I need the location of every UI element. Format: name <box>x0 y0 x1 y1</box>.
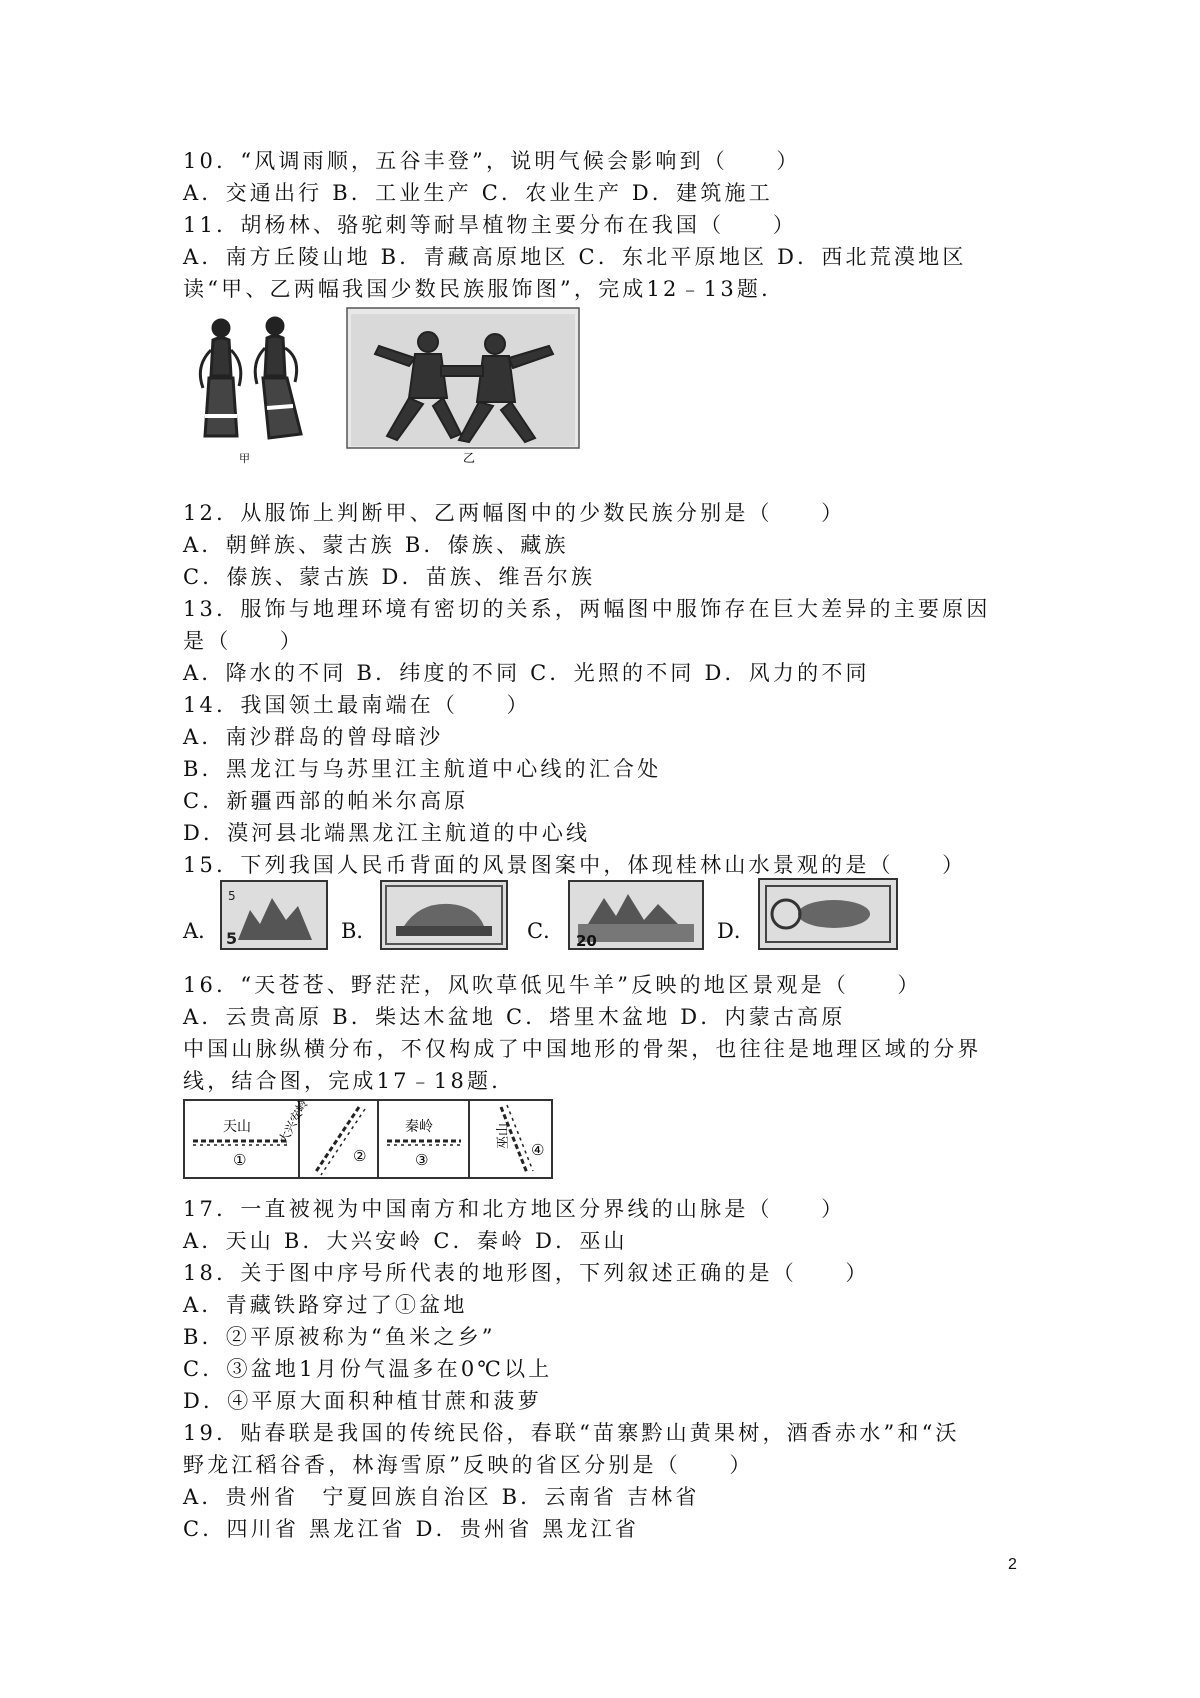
caption-yi: 乙 <box>463 451 476 465</box>
q18-option-b: B．②平原被称为“鱼米之乡” <box>183 1325 496 1349</box>
q15-label-a: A． <box>183 919 220 943</box>
banknote-c-image <box>568 880 704 950</box>
banknote-a-denomination: 5 <box>226 929 238 948</box>
panel-daxinganling-name: 大兴安岭 <box>275 1099 311 1147</box>
caption-jia: 甲 <box>239 452 250 465</box>
panel-qinling-name: 秦岭 <box>405 1119 433 1135</box>
q12-options-ab: A．朝鲜族、蒙古族 B．傣族、藏族 <box>183 533 569 557</box>
q19-options-ab: A．贵州省 宁夏回族自治区 B．云南省 吉林省 <box>183 1485 700 1509</box>
q13-stem-line2: 是（ ） <box>183 629 304 653</box>
panel-qinling-num: ③ <box>415 1151 429 1169</box>
q10-stem: 10．“风调雨顺，五谷丰登”，说明气候会影响到（ ） <box>183 149 801 173</box>
q15-label-c: C． <box>527 919 565 943</box>
q19-options-cd: C．四川省 黑龙江省 D．贵州省 黑龙江省 <box>183 1517 640 1541</box>
q15-stem: 15．下列我国人民币背面的风景图案中，体现桂林山水景观的是（ ） <box>183 853 967 877</box>
q10-options: A．交通出行 B．工业生产 C．农业生产 D．建筑施工 <box>183 181 773 205</box>
page-number: 2 <box>1008 1556 1017 1573</box>
q19-stem-line1: 19．贴春联是我国的传统民俗，春联“苗寨黔山黄果树，酒香赤水”和“沃 <box>183 1421 960 1445</box>
costume-figure <box>183 306 583 468</box>
q14-stem: 14．我国领土最南端在（ ） <box>183 693 531 717</box>
q16-options: A．云贵高原 B．柴达木盆地 C．塔里木盆地 D．内蒙古高原 <box>183 1005 846 1029</box>
q18-option-d: D．④平原大面积种植甘蔗和菠萝 <box>183 1389 542 1413</box>
q12-options-cd: C．傣族、蒙古族 D．苗族、维吾尔族 <box>183 565 596 589</box>
q14-option-a: A．南沙群岛的曾母暗沙 <box>183 725 444 749</box>
q17-18-intro-line2: 线，结合图，完成17﹣18题． <box>183 1069 516 1093</box>
q11-options: A．南方丘陵山地 B．青藏高原地区 C．东北平原地区 D．西北荒漠地区 <box>183 245 967 269</box>
q13-stem-line1: 13．服饰与地理环境有密切的关系，两幅图中服饰存在巨大差异的主要原因 <box>183 597 991 621</box>
panel-wushan-num: ④ <box>531 1141 545 1159</box>
mountain-range-figure <box>183 1099 553 1179</box>
q16-stem: 16．“天苍苍、野茫茫，风吹草低见牛羊”反映的地区景观是（ ） <box>183 973 922 997</box>
q17-options: A．天山 B．大兴安岭 C．秦岭 D．巫山 <box>183 1229 628 1253</box>
panel-daxinganling-num: ② <box>353 1147 367 1165</box>
q15-label-b: B． <box>341 919 378 943</box>
banknote-c-denomination: 20 <box>576 932 597 950</box>
banknote-b-image <box>380 880 508 950</box>
q18-option-a: A．青藏铁路穿过了①盆地 <box>183 1293 468 1317</box>
dai-dancers-image <box>200 318 301 438</box>
costume-illustration <box>183 306 583 468</box>
banknote-a-image <box>220 880 328 950</box>
q11-stem: 11．胡杨林、骆驼刺等耐旱植物主要分布在我国（ ） <box>183 213 797 237</box>
q15-label-d: D． <box>717 919 755 943</box>
q12-stem: 12．从服饰上判断甲、乙两幅图中的少数民族分别是（ ） <box>183 501 846 525</box>
q14-option-b: B．黑龙江与乌苏里江主航道中心线的汇合处 <box>183 757 662 781</box>
q14-option-d: D．漠河县北端黑龙江主航道的中心线 <box>183 821 591 845</box>
q13-options: A．降水的不同 B．纬度的不同 C．光照的不同 D．风力的不同 <box>183 661 870 685</box>
q18-stem: 18．关于图中序号所代表的地形图，下列叙述正确的是（ ） <box>183 1261 870 1285</box>
q14-option-c: C．新疆西部的帕米尔高原 <box>183 789 469 813</box>
panel-tianshan-num: ① <box>233 1151 247 1169</box>
panel-wushan-name: 巫山 <box>496 1122 511 1149</box>
panel-tianshan-name: 天山 <box>223 1119 251 1135</box>
banknote-d-image <box>758 878 898 950</box>
q17-stem: 17．一直被视为中国南方和北方地区分界线的山脉是（ ） <box>183 1197 846 1221</box>
q18-option-c: C．③盆地1月份气温多在0℃以上 <box>183 1357 553 1381</box>
banknote-a-denomination-top: 5 <box>228 889 236 903</box>
q17-18-intro-line1: 中国山脉纵横分布，不仅构成了中国地形的骨架，也往往是地理区域的分界 <box>183 1037 982 1061</box>
q12-13-intro: 读“甲、乙两幅我国少数民族服饰图”，完成12﹣13题． <box>183 277 786 301</box>
q19-stem-line2: 野龙江稻谷香，林海雪原”反映的省区分别是（ ） <box>183 1453 754 1477</box>
